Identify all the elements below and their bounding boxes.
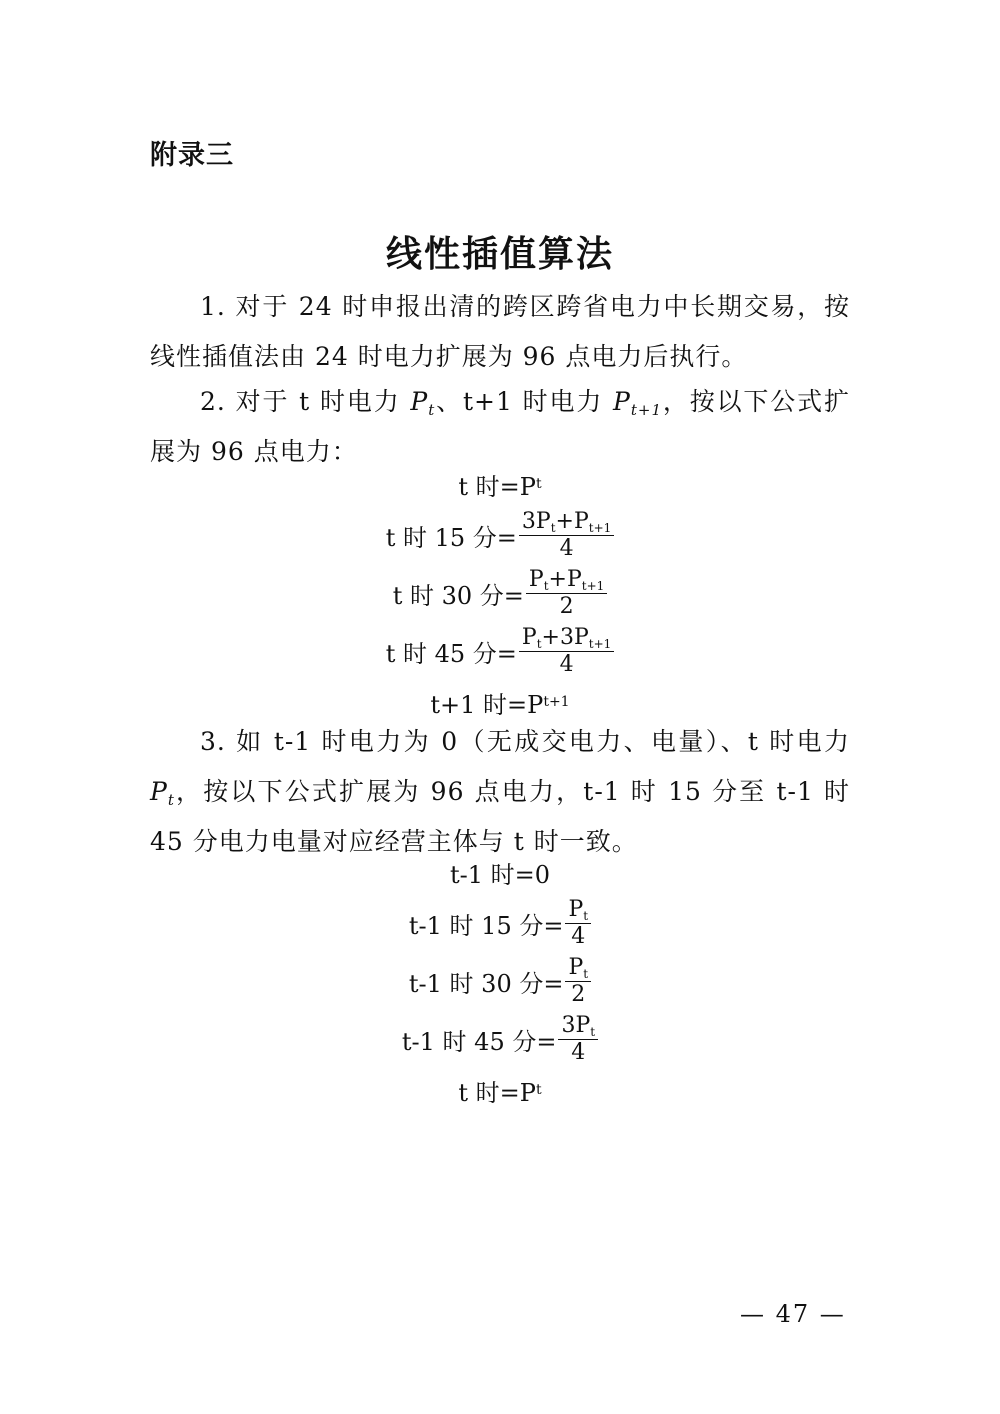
paragraph-2-text-2: 、t+1 时电力 [435,387,614,416]
formula-a2: t 时 15 分= $\frac{3P_t+P_{t+1}}{4}$ [0,506,1000,564]
formula-b3: t-1 时 30 分= $\frac{P_t}{2}$ [0,952,1000,1010]
formula-b1: t-1 时=0 [449,860,551,889]
fraction: $\frac{P_t}{4}$ [565,897,591,950]
page-title: 线性插值算法 [385,234,614,275]
formula-a4: t 时 45 分= $\frac{P_t+3P_{t+1}}{4}$ [0,622,1000,680]
formula-block-b [0,850,1000,1112]
fraction: $\frac{P_t+3P_{t+1}}{4}$ [519,625,614,678]
paragraph-1: 1. 对于 24 时申报出清的跨区跨省电力中长期交易，按线性插值法由 24 时电力扩展为 96 点电力后执行。 [150,292,850,371]
formula-block-a [0,462,1000,724]
fraction: $\frac{P_t}{2}$ [565,955,591,1008]
symbol-pt: $P_t$ [410,387,436,419]
formula-a5: t+1 时=P t+1 [430,690,570,719]
symbol-pt: $P_t$ [150,777,175,809]
formula-b5: t 时=P t [458,1078,542,1107]
paragraph-3 [150,717,850,867]
fraction: $\frac{3P_t}{4}$ [558,1013,598,1066]
appendix-label: 附录三 [150,140,234,171]
fraction: $\frac{P_t+P_{t+1}}{2}$ [526,567,607,620]
symbol-pt1: $P_{t+1}$ [613,387,662,419]
paragraph-2-text-1: 2. 对于 t 时电力 [200,387,411,416]
formula-b4: t-1 时 45 分= $\frac{3P_t}{4}$ [0,1010,1000,1068]
fraction: $\frac{3P_t+P_{t+1}}{4}$ [519,509,614,562]
formula-a1: t 时=P t [458,472,542,501]
page-number: — 47 — [740,1300,846,1328]
paragraph-2-text-3: ，按以下公式扩展为 96 点电力： [150,387,850,466]
formula-b2: t-1 时 15 分= $\frac{P_t}{4}$ [0,894,1000,952]
formula-a3: t 时 30 分= $\frac{P_t+P_{t+1}}{2}$ [0,564,1000,622]
paragraph-3-text-1: 3. 如 t-1 时电力为 0（无成交电力、电量）、t 时电力 [200,727,850,756]
paragraph-3-text-2: ，按以下公式扩展为 96 点电力，t-1 时 15 分至 t-1 时 45 分电力电量对应经营主体与 t 时一致。 [150,777,850,856]
